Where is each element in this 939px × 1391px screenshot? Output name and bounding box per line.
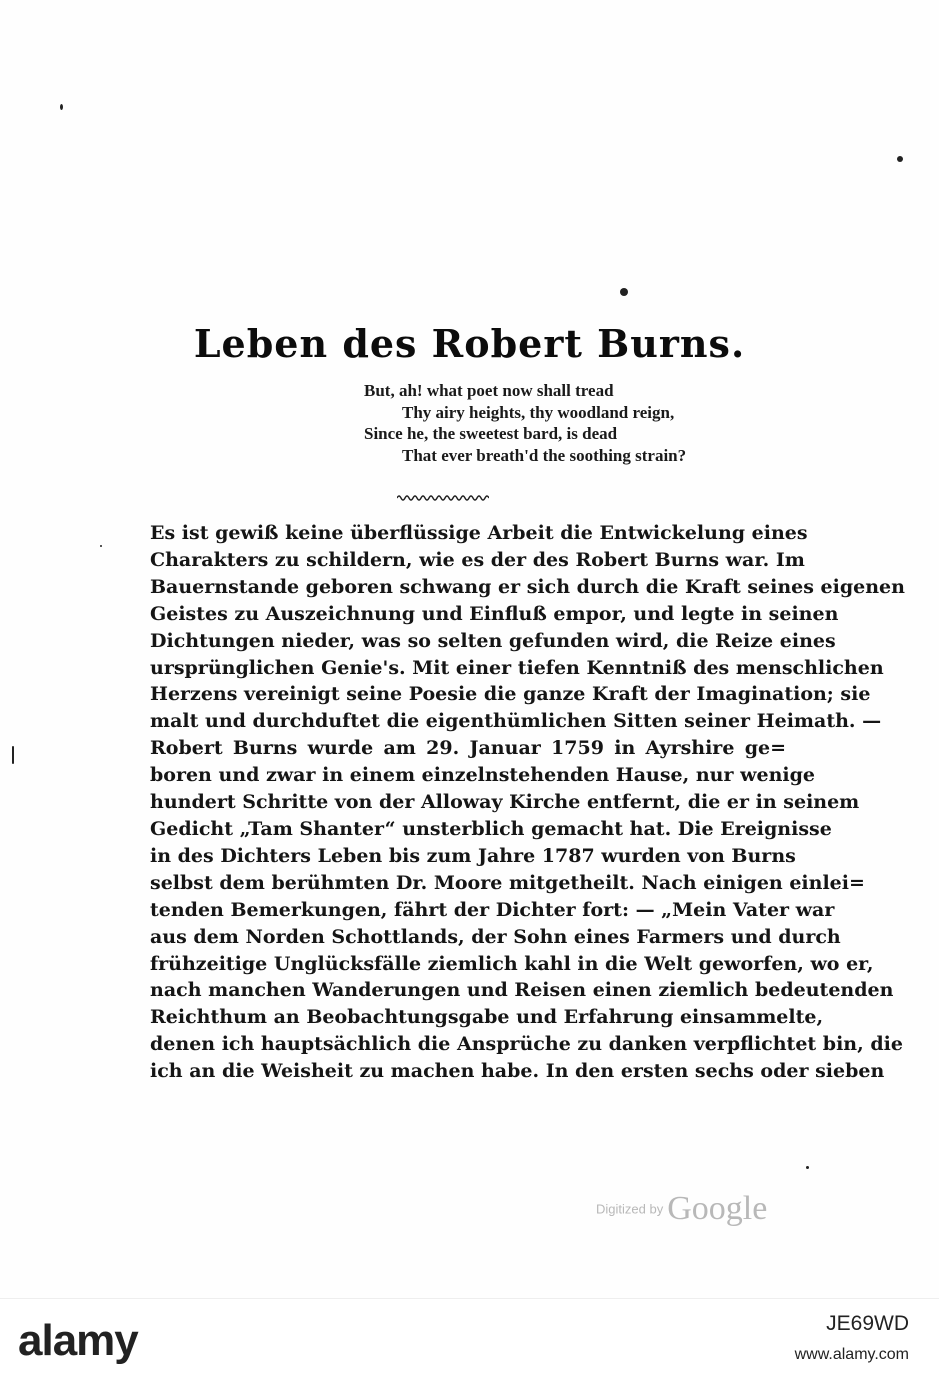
text-line: denen ich hauptsächlich die Ansprüche zu danken verpflichtet bin, die bbox=[150, 1033, 903, 1056]
page-title: Leben des Robert Burns. bbox=[193, 321, 746, 367]
text-line: hundert Schritte von der Alloway Kirche entfernt, die er in seinem bbox=[150, 791, 860, 814]
ornamental-divider bbox=[397, 494, 489, 502]
text-line: Robert Burns wurde am 29. Januar 1759 in Ayrshire ge= bbox=[150, 737, 786, 760]
epigraph-line: Since he, the sweetest bard, is dead bbox=[364, 424, 618, 443]
google-logo: Google bbox=[667, 1190, 768, 1227]
epigraph bbox=[364, 380, 804, 466]
scan-speck bbox=[12, 746, 14, 764]
image-id: JE69WD bbox=[826, 1312, 909, 1335]
text-line: ursprünglichen Genie's. Mit einer tiefen Kenntniß des menschlichen bbox=[150, 656, 884, 679]
scan-speck bbox=[806, 1166, 809, 1169]
scan-speck bbox=[60, 104, 63, 110]
text-line: ich an die Weisheit zu machen habe. In den ersten sechs oder sieben bbox=[150, 1060, 885, 1083]
scan-speck bbox=[620, 288, 628, 296]
digitized-label: Digitized by bbox=[596, 1201, 664, 1217]
text-line: tenden Bemerkungen, fährt der Dichter fort: — „Mein Vater war bbox=[150, 898, 835, 921]
alamy-logo: alamy bbox=[18, 1316, 138, 1365]
text-line: selbst dem berühmten Dr. Moore mitgetheilt. Nach einigen einlei= bbox=[150, 871, 865, 894]
text-line: nach manchen Wanderungen und Reisen einen ziemlich bedeutenden bbox=[150, 979, 894, 1002]
text-line: Herzens vereinigt seine Poesie die ganze Kraft der Imagination; sie bbox=[150, 683, 871, 706]
text-line: Es ist gewiß keine überflüssige Arbeit die Entwickelung eines bbox=[150, 522, 808, 544]
text-line: aus dem Norden Schottlands, der Sohn eines Farmers und durch bbox=[150, 925, 841, 948]
text-line: Geistes zu Auszeichnung und Einfluß empor, und legte in seinen bbox=[150, 602, 839, 625]
epigraph-line: That ever breath'd the soothing strain? bbox=[402, 445, 687, 465]
text-line: Dichtungen nieder, was so selten gefunden wird, die Reize eines bbox=[150, 629, 836, 652]
epigraph-line: Thy airy heights, thy woodland reign, bbox=[402, 402, 675, 422]
text-line: Gedicht „Tam Shanter“ unsterblich gemacht hat. Die Ereignisse bbox=[150, 817, 832, 840]
scan-speck bbox=[100, 545, 102, 547]
text-line: malt und durchduftet die eigenthümlichen Sitten seiner Heimath. — bbox=[150, 710, 882, 733]
text-line: Bauernstande geboren schwang er sich durch die Kraft seines eigenen bbox=[150, 575, 905, 598]
text-line: boren und zwar in einem einzelnstehenden Hause, nur wenige bbox=[150, 764, 815, 787]
watermark-url: www.alamy.com bbox=[794, 1346, 909, 1363]
body-text bbox=[150, 520, 905, 1085]
text-line: Reichthum an Beobachtungsgabe und Erfahrung einsammelte, bbox=[150, 1006, 824, 1029]
text-line: Charakters zu schildern, wie es der des Robert Burns war. Im bbox=[150, 548, 805, 571]
digitized-by-google bbox=[596, 1190, 767, 1228]
watermark-bar bbox=[0, 1298, 939, 1391]
text-line: in des Dichters Leben bis zum Jahre 1787 wurden von Burns bbox=[150, 844, 796, 867]
epigraph-line: But, ah! what poet now shall tread bbox=[364, 381, 614, 400]
scan-speck bbox=[897, 156, 903, 162]
text-line: frühzeitige Unglücksfälle ziemlich kahl in die Welt geworfen, wo er, bbox=[150, 952, 874, 975]
